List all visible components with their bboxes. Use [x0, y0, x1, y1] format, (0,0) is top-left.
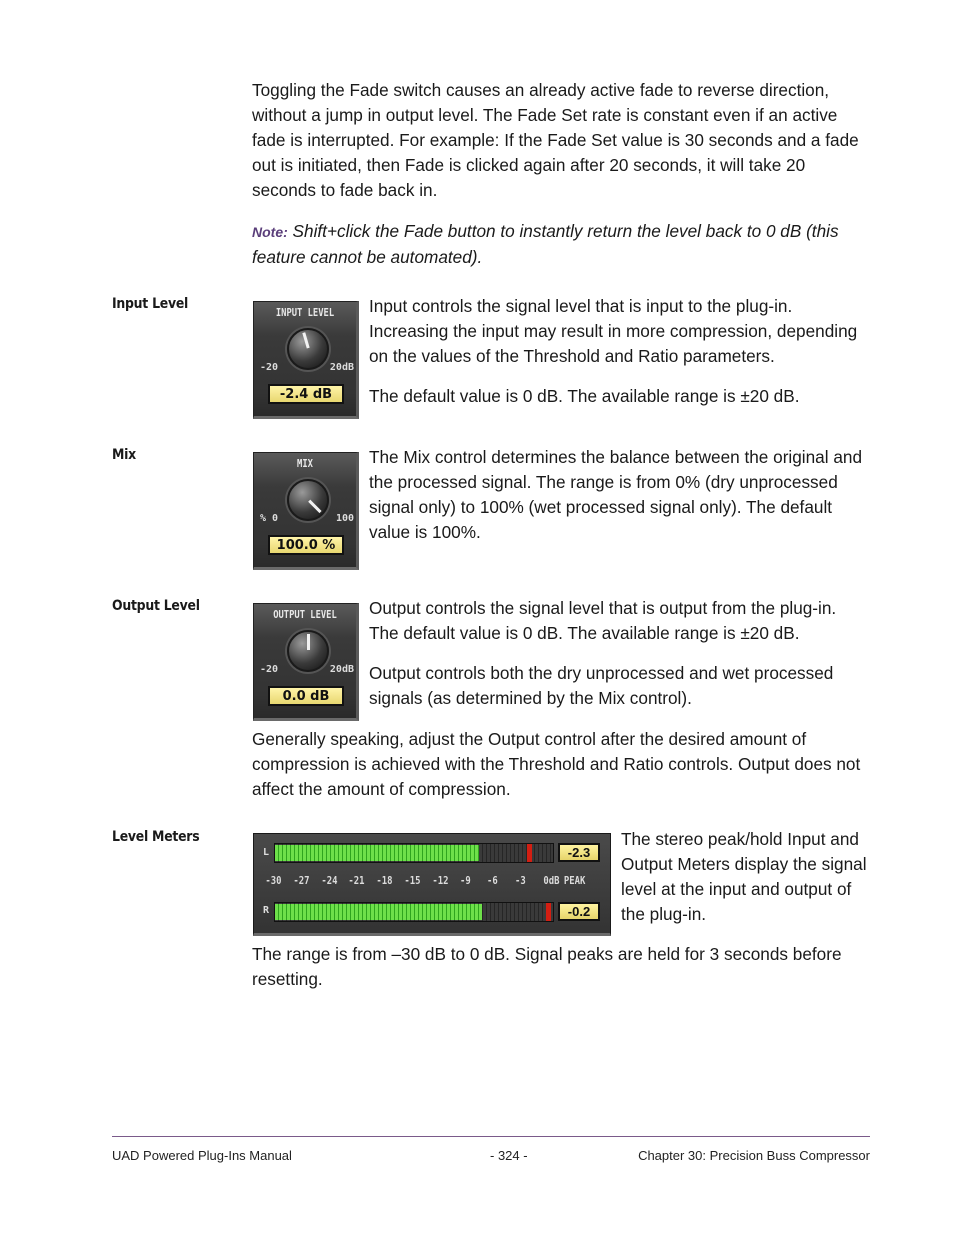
- meter-scale-tick: -6: [487, 875, 499, 887]
- output-level-knob[interactable]: [287, 630, 329, 672]
- mix-max: 100: [335, 513, 354, 524]
- meter-scale-tick: 0dB: [543, 875, 560, 887]
- right-peak-hold: [546, 903, 551, 921]
- meter-scale-tick: PEAK: [563, 875, 586, 887]
- knob-pointer-icon: [302, 332, 309, 348]
- note-label: Note:: [252, 224, 288, 240]
- footer-page-number: - 324 -: [490, 1148, 528, 1163]
- output-level-title: OUTPUT LEVEL: [273, 608, 337, 621]
- knob-pointer-icon: [307, 634, 310, 650]
- mix-title: MIX: [297, 457, 313, 470]
- input-level-min: -20: [260, 362, 279, 373]
- footer-rule: [112, 1136, 870, 1137]
- meter-scale-tick: -15: [404, 875, 421, 887]
- level-meters-heading: Level Meters: [112, 829, 200, 845]
- output-level-panel: [253, 603, 359, 721]
- note-text: Shift+click the Fade button to instantly return the level back to 0 dB (this feature cannot be automated).: [252, 221, 839, 267]
- input-level-heading: Input Level: [112, 296, 189, 312]
- input-level-knob[interactable]: [287, 328, 329, 370]
- meter-scale-tick: -27: [293, 875, 310, 887]
- output-level-para2: Output controls both the dry unprocessed and wet processed signals (as determined by the Mix control).: [369, 663, 834, 708]
- knob-pointer-icon: [308, 500, 321, 513]
- mix-panel: [253, 452, 359, 570]
- mix-knob[interactable]: [287, 479, 329, 521]
- mix-text: [369, 445, 869, 560]
- right-meter-fill: [275, 904, 482, 920]
- output-level-max: 20dB: [329, 664, 354, 675]
- left-peak-readout[interactable]: -2.3: [558, 843, 600, 862]
- input-level-max: 20dB: [329, 362, 354, 373]
- output-level-readout: 0.0 dB: [268, 686, 344, 706]
- left-peak-hold: [527, 844, 532, 862]
- level-meters-para2: The range is from –30 dB to 0 dB. Signal peaks are held for 3 seconds before resetting.: [252, 944, 842, 989]
- left-channel-label: L: [263, 847, 270, 858]
- output-level-heading: Output Level: [112, 598, 200, 614]
- level-meters-panel: [253, 833, 611, 936]
- note: [252, 219, 870, 270]
- meter-scale-tick: -24: [321, 875, 338, 887]
- input-level-text: [369, 294, 869, 424]
- footer-manual-title: UAD Powered Plug-Ins Manual: [112, 1148, 292, 1163]
- meter-scale-tick: -21: [348, 875, 365, 887]
- output-level-min: -20: [260, 664, 279, 675]
- left-meter-fill: [275, 845, 479, 861]
- meter-scale-tick: -12: [432, 875, 449, 887]
- intro-paragraph: Toggling the Fade switch causes an already active fade to reverse direction, without a jump in output level. The Fade Set rate is constant even if an active fade is interrupted. For example: If the Fade Set value is 30 seconds and a fade out is initiated, then Fade is clicked again after 20 seconds, it will take 20 seconds to fade back in.: [252, 80, 859, 200]
- meter-scale-tick: -18: [376, 875, 393, 887]
- mix-heading: Mix: [112, 447, 136, 463]
- output-level-text: [369, 596, 869, 726]
- right-channel-label: R: [263, 905, 270, 916]
- meter-scale: [262, 875, 607, 895]
- mix-readout: 100.0 %: [268, 535, 344, 555]
- level-meters-para1: The stereo peak/hold Input and Output Meters display the signal level at the input and output of the plug-in.: [621, 829, 867, 924]
- mix-para1: The Mix control determines the balance between the original and the processed signal. The range is from 0% (dry unprocessed signal only) to 100% (wet processed signal only). The default value is 100%.: [369, 447, 862, 542]
- meter-scale-tick: -3: [515, 875, 526, 887]
- input-level-para2: The default value is 0 dB. The available range is ±20 dB.: [369, 386, 800, 406]
- meter-scale-tick: -9: [459, 875, 471, 887]
- mix-min: % 0: [260, 513, 279, 524]
- right-meter: [274, 902, 554, 922]
- right-peak-readout[interactable]: -0.2: [558, 902, 600, 921]
- input-level-para1: Input controls the signal level that is input to the plug-in. Increasing the input may result in more compression, depending on the values of the Threshold and Ratio parameters.: [369, 296, 858, 366]
- footer-chapter: Chapter 30: Precision Buss Compressor: [638, 1148, 870, 1163]
- meter-scale-tick: -30: [265, 875, 282, 887]
- input-level-readout: -2.4 dB: [268, 384, 344, 404]
- output-level-para3: Generally speaking, adjust the Output control after the desired amount of compression is achieved with the Threshold and Ratio controls. Output does not affect the amount of compression.: [252, 729, 861, 799]
- input-level-panel: [253, 301, 359, 419]
- left-meter: [274, 843, 554, 863]
- output-level-para1: Output controls the signal level that is output from the plug-in. The default value is 0 dB. The available range is ±20 dB.: [369, 598, 837, 643]
- input-level-title: INPUT LEVEL: [275, 306, 335, 319]
